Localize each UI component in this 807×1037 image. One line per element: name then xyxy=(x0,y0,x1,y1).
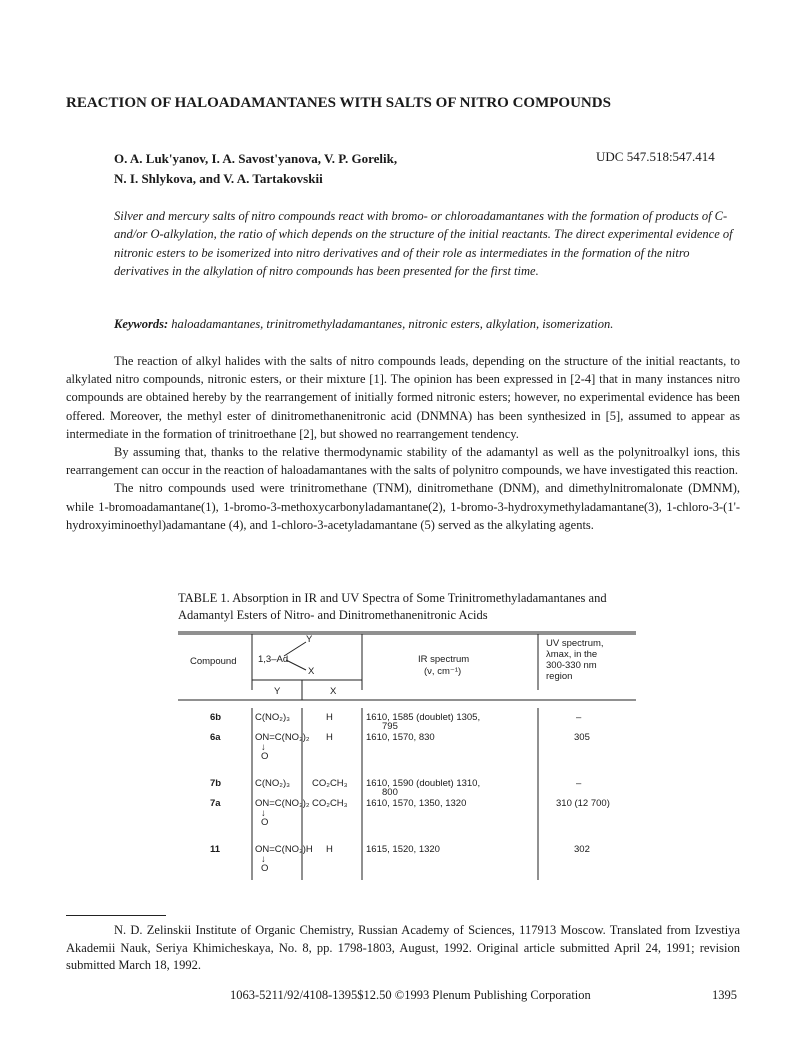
row-y: ON=C(NO₂)₂ xyxy=(255,732,310,743)
udc-code: UDC 547.518:547.414 xyxy=(596,149,715,164)
header-compound: Compound xyxy=(190,656,237,667)
copyright-line: 1063-5211/92/4108-1395$12.50 ©1993 Plenum Publishing Corporation xyxy=(230,988,591,1002)
row-x: H xyxy=(326,844,333,855)
author-list xyxy=(114,149,397,189)
row-y-oxygen: O xyxy=(261,863,269,874)
row-compound: 7b xyxy=(210,778,222,789)
row-y-arrow: ↓ xyxy=(261,742,266,753)
row-ir: 1610, 1590 (doublet) 1310, xyxy=(366,778,481,789)
row-compound: 6b xyxy=(210,712,222,723)
row-x: CO₂CH₃ xyxy=(312,798,348,809)
keywords-label: Keywords: xyxy=(114,317,169,331)
header-ir-line1: IR spectrum xyxy=(418,654,470,665)
keywords-text: haloadamantanes, trinitromethyladamantanes, nitronic esters, alkylation, isomerization. xyxy=(171,317,614,331)
row-uv: – xyxy=(576,778,582,789)
footnote-text: N. D. Zelinskii Institute of Organic Chemistry, Russian Academy of Sciences, 117913 Moscow. Translated from Izvestiya Akademii Nauk, Seriya Khimicheskaya, No. 8, pp. 1798-1803, August, 1992. Original article submitted April 24, 1991; revision submitted March 18, 1992. xyxy=(66,923,740,972)
abstract: Silver and mercury salts of nitro compounds react with bromo- or chloroadamantanes with the formation of products of C- and/or O-alkylation, the ratio of which depends on the structure of the initial reactants. The direct experimental evidence of nitronic esters to be isomerized into nitro derivatives and of their role as intermediates in the formation of the nitro derivatives in the alkylation of nitro compounds has been presented for the first time. xyxy=(114,209,733,279)
header-ir-line2: (ν, cm⁻¹) xyxy=(424,666,462,677)
row-y: C(NO₂)₃ xyxy=(255,778,290,789)
header-uv-line1: UV spectrum, xyxy=(546,638,604,649)
row-y-arrow: ↓ xyxy=(261,808,266,819)
header-uv-line3: 300-330 nm xyxy=(546,660,597,671)
footnote-divider xyxy=(66,915,166,916)
row-ir: 1610, 1585 (doublet) 1305, xyxy=(366,712,481,723)
row-y-oxygen: O xyxy=(261,751,269,762)
row-y: ON=C(NO₂)H xyxy=(255,844,313,855)
row-uv: 302 xyxy=(574,844,590,855)
keywords xyxy=(114,317,740,332)
struct-bond-x xyxy=(286,660,306,670)
row-uv: – xyxy=(576,712,582,723)
row-y-oxygen: O xyxy=(261,817,269,828)
spectra-table xyxy=(178,630,636,880)
author-line-2: N. I. Shlykova, and V. A. Tartakovskii xyxy=(114,171,323,186)
paragraph: By assuming that, thanks to the relative thermodynamic stability of the adamantyl as well as the polynitroalkyl ions, this rearrangement can occur in the reaction of haloadamantanes with the salts of polynitro compounds, we have investigated this reaction. xyxy=(66,445,740,478)
row-compound: 7a xyxy=(210,798,221,809)
paper-title: REACTION OF HALOADAMANTANES WITH SALTS OF NITRO COMPOUNDS xyxy=(66,95,611,111)
header-struct-x: X xyxy=(308,666,315,677)
row-compound: 11 xyxy=(210,844,221,855)
row-x: H xyxy=(326,712,333,723)
row-y: ON=C(NO₂)₂ xyxy=(255,798,310,809)
row-uv: 310 (12 700) xyxy=(556,798,610,809)
header-struct-prefix: 1,3–Ad xyxy=(258,654,289,665)
header-uv-line2: λmax, in the xyxy=(546,649,598,660)
body-text xyxy=(66,352,740,534)
page-number: 1395 xyxy=(712,988,737,1002)
row-x: H xyxy=(326,732,333,743)
author-line-1: O. A. Luk'yanov, I. A. Savost'yanova, V. P. Gorelik, xyxy=(114,151,398,166)
table-caption: TABLE 1. Absorption in IR and UV Spectra of Some Trinitromethyladamantanes and Adamantyl Esters of Nitro- and Dinitromethanenitronic Acids xyxy=(178,591,607,622)
row-uv: 305 xyxy=(574,732,590,743)
header-uv-line4: region xyxy=(546,671,573,682)
subheader-y: Y xyxy=(274,686,281,697)
row-ir: 1615, 1520, 1320 xyxy=(366,844,440,855)
subheader-x: X xyxy=(330,686,337,697)
row-ir: 1610, 1570, 830 xyxy=(366,732,435,743)
paragraph: The nitro compounds used were trinitromethane (TNM), dinitromethane (DNM), and dimethylnitromalonate (DMNM), while 1-bromoadamantane(1), 1-bromo-3-methoxycarbonyladamantane(2), 1-bromo-3-hydroxymethyladamantane(3), 1-chloro-3-(1'-hydroxyiminoethyl)adamantane (4), and 1-chloro-3-acetyladamantane (5) served as the alkylating agents. xyxy=(66,481,740,532)
paragraph: The reaction of alkyl halides with the salts of nitro compounds leads, depending on the structure of the initial reactants, to alkylated nitro compounds, nitronic esters, or their mixture [1]. The opinion has been expressed in [2-4] that in many instances nitro compounds are obtained hereby by the rearrangement of initially formed nitronic esters; however, no experimental evidence has been offered. Moreover, the methyl ester of dinitromethanenitronic acid (DNMNA) has been synthesized in [5], assumed to appear as intermediate in the formation of trinitroethane [2], but showed no rearrangement tendency. xyxy=(66,354,740,441)
row-compound: 6a xyxy=(210,732,221,743)
row-y: C(NO₂)₃ xyxy=(255,712,290,723)
row-y-arrow: ↓ xyxy=(261,854,266,865)
header-struct-y: Y xyxy=(306,634,313,645)
footnote xyxy=(66,922,740,975)
row-x: CO₂CH₃ xyxy=(312,778,348,789)
row-ir: 1610, 1570, 1350, 1320 xyxy=(366,798,467,809)
row-ir-cont: 800 xyxy=(382,787,398,798)
row-ir-cont: 795 xyxy=(382,721,398,732)
